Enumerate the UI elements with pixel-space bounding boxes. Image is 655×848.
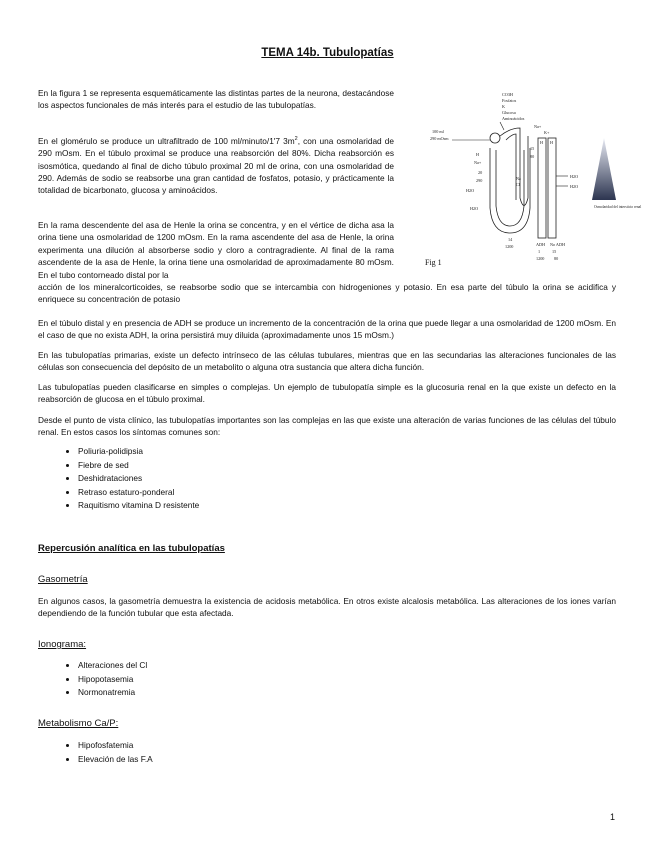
diagram-label: H <box>540 140 544 145</box>
glomerulo-text-b: , con una osmolaridad de 290 mOsm. En el túbulo proximal se produce una reabsorción del 80%. Dicha reabsorción es isosmótica, quedando al final de dicho túbulo proximal 20 ml de orina, con una osmolaridad de 290. Además de sodio se reabsorbe una gran cantidad de fosfatos, potasio, y prácticamente la totalidad de bicarbonato, glucosa y aminoácidos. <box>38 135 394 196</box>
list-item: • Hipofosfatemia <box>78 739 153 753</box>
diagram-label: 1200 <box>536 256 545 261</box>
nephron-diagram <box>420 88 642 278</box>
list-item: • Elevación de las F.A <box>78 753 153 767</box>
diagram-label: Na <box>516 176 521 181</box>
list-item: • Raquitismo vitamina D resistente <box>78 499 199 513</box>
diagram-label: K+ <box>544 130 550 135</box>
metabolismo-list <box>62 739 153 766</box>
list-item: • Alteraciones del Cl <box>78 659 147 673</box>
collecting-duct <box>538 138 546 238</box>
figure-caption: Fig 1 <box>425 258 442 267</box>
list-item: • Poliuria-polidipsia <box>78 445 199 459</box>
paragraph-clinico: Desde el punto de vista clínico, las tubulopatías importantes son las complejas en las que existe una alteración de varias funciones de las células del túbulo renal. En estos casos los síntomas comunes son: <box>38 415 616 438</box>
paragraph-henle: En la rama descendente del asa de Henle la orina se concentra, y en el vértice de dicha asa la orina tiene una osmolaridad de 1200 mOsm. En la rama ascendente del asa de Henle, la orina experimenta una dilución al absorberse sodio y cloro a contragradiente. Al final de la rama ascendente de la asa de Henle, la orina tiene una osmolaridad de aproximadamente 80 mOsm. En el tubo contorneado distal por la <box>38 220 394 280</box>
diagram-label: Cl <box>516 182 520 187</box>
glomerulus <box>490 133 500 143</box>
paragraph-glomerulo <box>38 133 394 197</box>
osmolarity-gradient <box>592 138 616 200</box>
page-title: TEMA 14b. Tubulopatías <box>261 47 394 59</box>
diagram-label: Fosfatos <box>502 98 517 103</box>
paragraph-clasificacion: Las tubulopatías pueden clasificarse en simples o complejas. Un ejemplo de tubulopatía simple es la glucosuria renal en la que existe un defecto en la reabsorción de glucosa en el túbulo proximal. <box>38 382 616 405</box>
subheading-ionograma: Ionograma: <box>38 639 87 650</box>
diagram-label: 14 <box>508 237 513 242</box>
page-number: 1 <box>610 812 616 822</box>
list-item: • Fiebre de sed <box>78 459 199 473</box>
diagram-label: Aminoácidos <box>502 116 525 121</box>
diagram-label: 290 mOsm <box>430 136 449 141</box>
subheading-metabolismo: Metabolismo Ca/P: <box>38 718 119 729</box>
list-item: • Hipopotasemia <box>78 673 147 687</box>
diagram-label: No ADH <box>550 242 566 247</box>
diagram-label: H <box>476 152 480 157</box>
paragraph-primarias: En las tubulopatías primarias, existe un defecto intrínseco de las células tubulares, mientras que en las secundarias las alteraciones funcionales de las células son consecuencia del depósito de un metabolito o alguna otra sustancia que altera dicha función. <box>38 350 616 373</box>
diagram-label: H2O <box>470 206 479 211</box>
diagram-label: H <box>550 140 554 145</box>
proximal-tubule-inner <box>506 134 516 200</box>
reabsorption-arrow <box>500 122 504 130</box>
diagram-label: 290 <box>476 178 483 183</box>
diagram-label: K <box>502 104 506 109</box>
diagram-label: 100 ml <box>432 129 444 134</box>
paragraph-gasometria: En algunos casos, la gasometría demuestra la existencia de acidosis metabólica. En otros existe alcalosis metabólica. Las alteraciones de los iones varían dependiendo de la función tubular que esta afectada. <box>38 596 616 619</box>
glomerulo-superscript: 2 <box>294 136 298 142</box>
distal-tubule <box>548 138 556 238</box>
diagram-label: Glucosa <box>502 110 516 115</box>
ionograma-list <box>62 659 147 700</box>
paragraph-distal-cont: acción de los mineralcorticoides, se reabsorbe sodio que se intercambia con hidrogeniones y potasio. En esa parte del túbulo la orina se acidifica y enriquece su concentración de potasio <box>38 282 616 305</box>
diagram-label: 1 <box>538 249 541 254</box>
paragraph-figure-intro: En la figura 1 se representa esquemáticamente las distintas partes de la neurona, destacándose los aspectos funcionales de más interés para el estudio de las tubulopatías. <box>38 88 394 111</box>
symptoms-list <box>62 445 199 513</box>
diagram-label: 80 <box>530 154 535 159</box>
list-item: • Retraso estaturo-ponderal <box>78 486 199 500</box>
paragraph-adh: En el túbulo distal y en presencia de ADH se produce un incremento de la concentración de la orina que puede llegar a una osmolaridad de 1200 mOsm. En el caso de que no exista ADH, la orina persistirá muy diluida (aproximadamente unos 15 mOsm.) <box>38 318 616 341</box>
subheading-gasometria: Gasometría <box>38 574 88 585</box>
diagram-label: 1200 <box>505 244 514 249</box>
diagram-label: 15 <box>552 249 557 254</box>
glomerulo-text-a: En el glomérulo se produce un ultrafiltrado de 100 ml/minuto/1'7 3m <box>38 135 295 146</box>
section-heading-repercusion: Repercusión analítica en las tubulopatías <box>38 543 225 554</box>
diagram-label: 20 <box>478 170 483 175</box>
diagram-label: H2O <box>570 184 579 189</box>
diagram-label: H2O <box>570 174 579 179</box>
diagram-label: H2O <box>466 188 475 193</box>
list-item: • Normonatremia <box>78 686 147 700</box>
diagram-label: 80 <box>554 256 559 261</box>
diagram-label: ADH <box>536 242 546 247</box>
diagram-label: CO3H <box>502 92 513 97</box>
list-item: • Deshidrataciones <box>78 472 199 486</box>
diagram-label: Na+ <box>474 160 482 165</box>
diagram-label: 15 <box>530 146 535 151</box>
diagram-label: Osmolaridad del intersticio renal <box>594 205 642 209</box>
diagram-label: Na+ <box>534 124 542 129</box>
